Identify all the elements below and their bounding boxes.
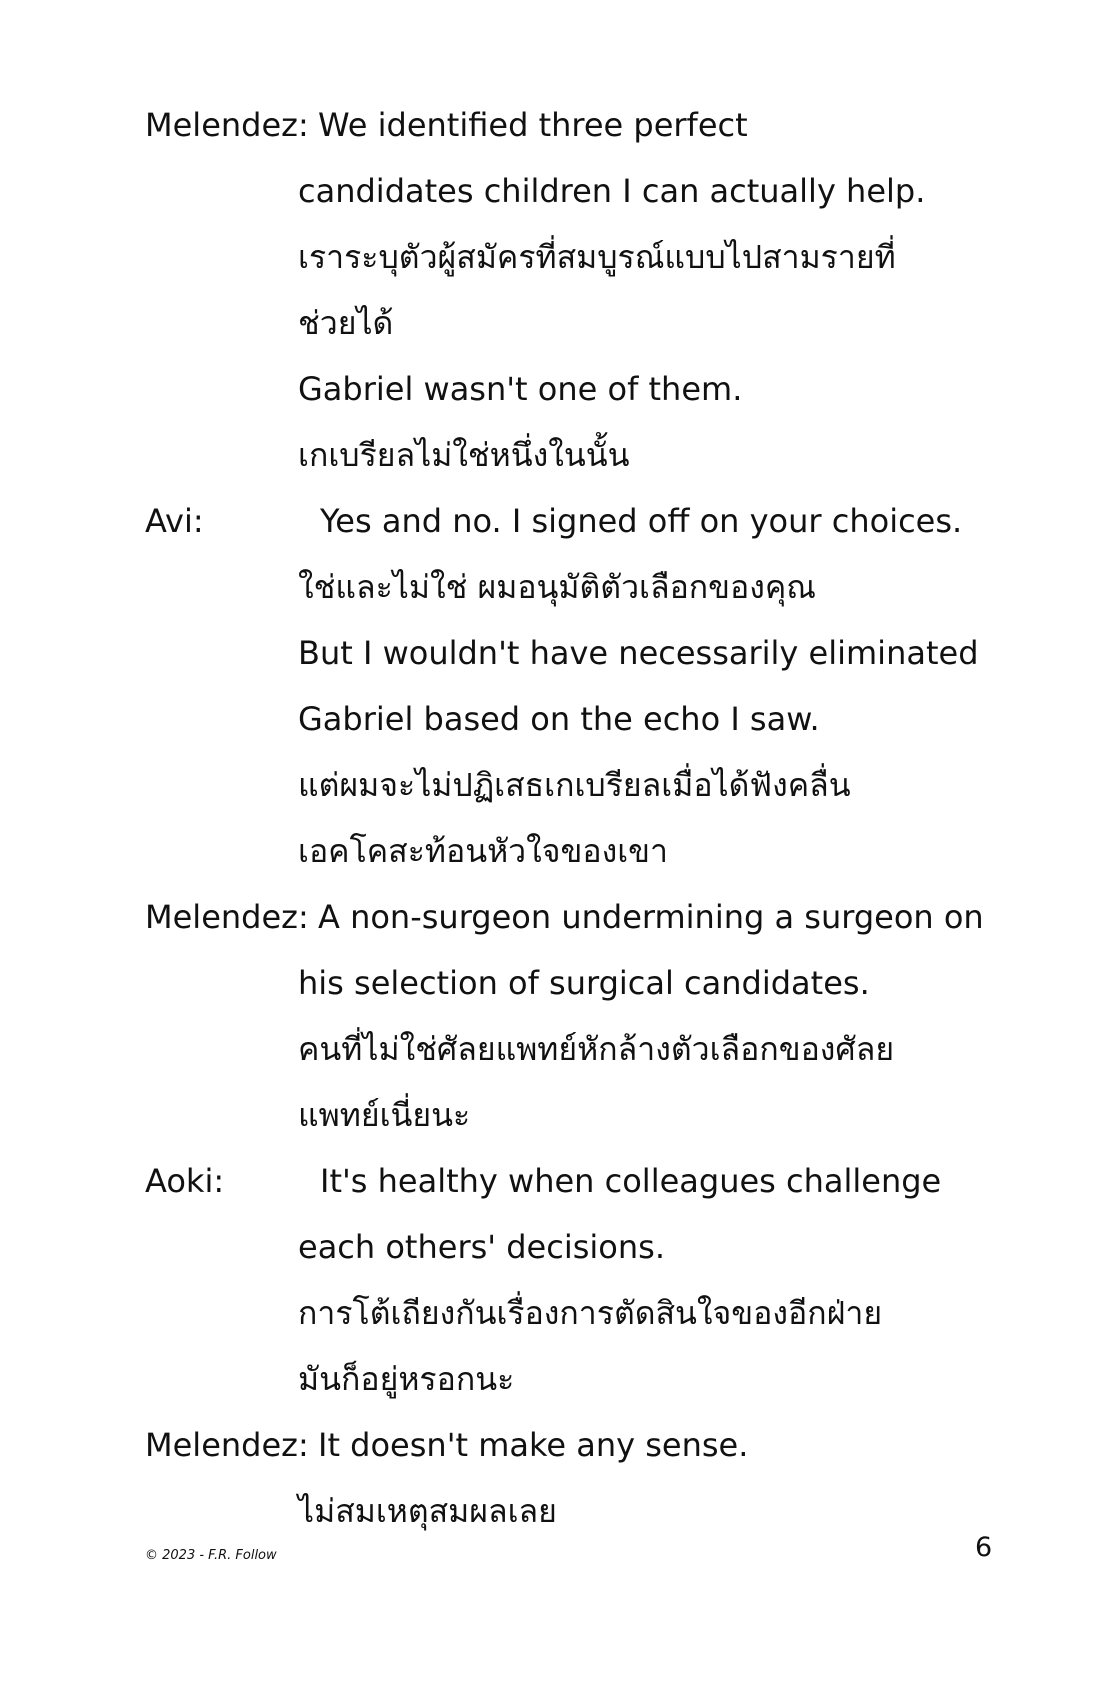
dialogue-text-thai: เกเบรียลไม่ใช่หนึ่งในนั้น bbox=[298, 436, 630, 474]
copyright-notice: © 2023 - F.R. Follow bbox=[145, 1548, 277, 1563]
dialogue-line bbox=[0, 1346, 1100, 1412]
speaker-name: Melendez: bbox=[145, 1426, 309, 1464]
speaker-name: Melendez: bbox=[145, 898, 309, 936]
speaker-name: Aoki: bbox=[145, 1162, 225, 1200]
speaker-name: Melendez: bbox=[145, 106, 309, 144]
dialogue-line bbox=[0, 1280, 1100, 1346]
dialogue-text: his selection of surgical candidates. bbox=[298, 964, 870, 1002]
dialogue-text-thai: การโต้เถียงกันเรื่องการตัดสินใจของอีกฝ่าย bbox=[298, 1294, 883, 1332]
dialogue-text: each others' decisions. bbox=[298, 1228, 665, 1266]
dialogue-line bbox=[0, 1148, 1100, 1214]
dialogue-line bbox=[0, 884, 1100, 950]
dialogue-text: It's healthy when colleagues challenge bbox=[320, 1162, 942, 1200]
dialogue-text-thai: แพทย์เนี่ยนะ bbox=[298, 1096, 471, 1134]
dialogue-text: It doesn't make any sense. bbox=[318, 1426, 749, 1464]
dialogue-line bbox=[0, 1082, 1100, 1148]
dialogue-line bbox=[0, 950, 1100, 1016]
dialogue-line bbox=[0, 752, 1100, 818]
dialogue-body bbox=[0, 92, 1100, 1544]
dialogue-text: Gabriel based on the echo I saw. bbox=[298, 700, 820, 738]
dialogue-line bbox=[0, 554, 1100, 620]
dialogue-text: Gabriel wasn't one of them. bbox=[298, 370, 743, 408]
dialogue-line bbox=[0, 1214, 1100, 1280]
dialogue-line bbox=[0, 422, 1100, 488]
dialogue-line bbox=[0, 620, 1100, 686]
dialogue-line bbox=[0, 1412, 1100, 1478]
dialogue-line bbox=[0, 92, 1100, 158]
dialogue-text: A non-surgeon undermining a surgeon on bbox=[318, 898, 984, 936]
dialogue-text-thai: ไม่สมเหตุสมผลเลย bbox=[298, 1492, 557, 1530]
dialogue-line bbox=[0, 686, 1100, 752]
dialogue-text-thai: มันก็อยู่หรอกนะ bbox=[298, 1360, 515, 1398]
dialogue-line bbox=[0, 224, 1100, 290]
dialogue-text-thai: แต่ผมจะไม่ปฏิเสธเกเบรียลเมื่อได้ฟังคลื่น bbox=[298, 766, 851, 804]
dialogue-line bbox=[0, 1478, 1100, 1544]
dialogue-text: candidates children I can actually help. bbox=[298, 172, 926, 210]
dialogue-line bbox=[0, 356, 1100, 422]
dialogue-line bbox=[0, 818, 1100, 884]
dialogue-text-thai: เอคโคสะท้อนหัวใจของเขา bbox=[298, 832, 668, 870]
dialogue-text: But I wouldn't have necessarily eliminated bbox=[298, 634, 979, 672]
dialogue-text: Yes and no. I signed off on your choices. bbox=[320, 502, 963, 540]
dialogue-line bbox=[0, 290, 1100, 356]
page-number: 6 bbox=[975, 1532, 993, 1563]
dialogue-line bbox=[0, 488, 1100, 554]
speaker-name: Avi: bbox=[145, 502, 204, 540]
dialogue-text-thai: เราระบุตัวผู้สมัครที่สมบูรณ์แบบไปสามรายที่ bbox=[298, 238, 896, 276]
dialogue-text-thai: ช่วยได้ bbox=[298, 304, 394, 342]
dialogue-text: We identified three perfect bbox=[318, 106, 748, 144]
dialogue-text-thai: คนที่ไม่ใช่ศัลยแพทย์หักล้างตัวเลือกของศัลย bbox=[298, 1030, 895, 1068]
dialogue-text-thai: ใช่และไม่ใช่ ผมอนุมัติตัวเลือกของคุณ bbox=[298, 568, 816, 606]
dialogue-line bbox=[0, 158, 1100, 224]
dialogue-line bbox=[0, 1016, 1100, 1082]
